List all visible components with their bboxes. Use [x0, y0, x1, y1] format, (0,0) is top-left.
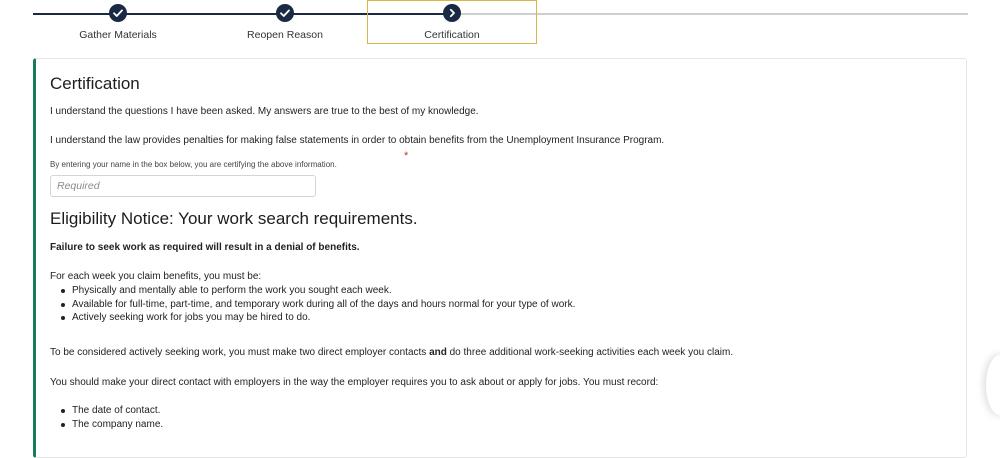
eligibility-intro: For each week you claim benefits, you must be: [50, 271, 262, 282]
certification-statement-2: I understand the law provides penalties for making false statements in order to obtain benefits from the Unemployment Insurance Program. [50, 135, 665, 146]
eligibility-warning: Failure to seek work as required will result in a denial of benefits. [50, 242, 360, 253]
step-certification[interactable] [367, 0, 537, 44]
list-item: The company name. [50, 419, 163, 433]
floating-widget-edge[interactable] [986, 355, 1000, 415]
certification-card [33, 58, 967, 458]
check-icon [276, 4, 294, 22]
eligibility-title: Eligibility Notice: Your work search requirements. [50, 209, 418, 228]
step-reopen-reason[interactable] [200, 0, 370, 44]
signature-hint: By entering your name in the box below, you are certifying the above information. [50, 160, 337, 169]
step-label: Certification [424, 29, 480, 41]
list-item: Physically and mentally able to perform the work you sought each week. [50, 285, 575, 299]
requirements-list [50, 285, 575, 326]
work-search-text-end: do three additional work-seeking activities each week you claim. [446, 347, 734, 358]
list-item: Actively seeking work for jobs you may be hired to do. [50, 312, 575, 326]
work-search-text-emphasis: and [429, 347, 447, 358]
work-search-text [50, 347, 733, 358]
work-search-text-start: To be considered actively seeking work, you must make two direct employer contacts [50, 347, 430, 358]
step-label: Gather Materials [79, 29, 157, 41]
certification-title: Certification [50, 74, 140, 93]
check-icon [109, 4, 127, 22]
record-list [50, 405, 163, 432]
step-label: Reopen Reason [247, 29, 323, 41]
step-gather-materials[interactable] [33, 0, 203, 44]
certification-statement-1: I understand the questions I have been asked. My answers are true to the best of my knowledge. [50, 106, 479, 117]
chevron-right-icon [443, 4, 461, 22]
required-indicator: * [404, 150, 409, 162]
signature-input[interactable] [50, 175, 316, 197]
progress-stepper [0, 0, 1000, 50]
contact-text: You should make your direct contact with employers in the way the employer requires you to ask about or apply for jobs. You must record: [50, 377, 659, 388]
list-item: The date of contact. [50, 405, 163, 419]
list-item: Available for full-time, part-time, and temporary work during all of the days and hours normal for your type of work. [50, 299, 575, 313]
